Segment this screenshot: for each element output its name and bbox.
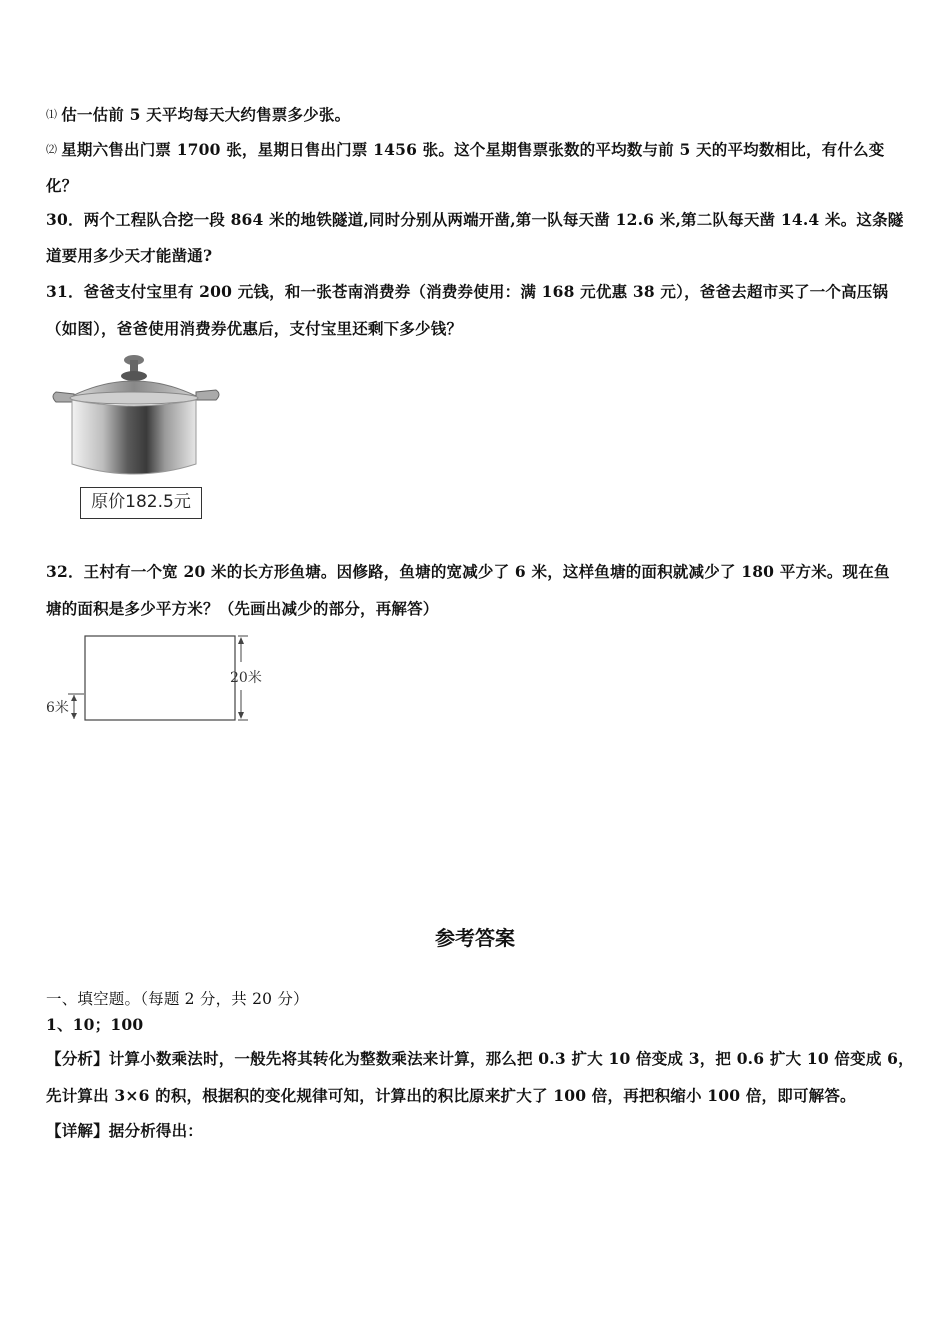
- q32-line2: 塘的面积是多少平方米？（先画出减少的部分，再解答）: [46, 599, 439, 618]
- pond-rectangle: [85, 636, 235, 720]
- q29-part2: [46, 138, 906, 160]
- q30-line1: 30．两个工程队合挖一段 864 米的地铁隧道,同时分别从两端开凿,第一队每天凿 12.6 米,第二队每天凿 14.4 米。这条隧: [46, 210, 904, 229]
- q29-part2-text: 星期六售出门票 1700 张，星期日售出门票 1456 张。这个星期售票张数的平均数与前 5 天的平均数相比，有什么变: [61, 140, 885, 159]
- dim-6-arrow-down: [71, 713, 77, 719]
- detail-line: 【详解】据分析得出：: [46, 1121, 204, 1140]
- analysis-line1: 【分析】计算小数乘法时，一般先将其转化为整数乘法来计算，那么把 0.3 扩大 10 倍变成 3，把 0.6 扩大 10 倍变成 6，: [46, 1049, 914, 1068]
- q31-line2: （如图），爸爸使用消费券优惠后，支付宝里还剩下多少钱？: [46, 319, 463, 338]
- q29-part1: [46, 103, 906, 125]
- q29-part2-cont: 化？: [46, 176, 78, 195]
- section-heading: 一、填空题。（每题 2 分，共 20 分）: [46, 990, 309, 1008]
- q30-line2: 道要用多少天才能凿通?: [46, 246, 213, 265]
- dim-6-arrow-up: [71, 695, 77, 701]
- q29-part1-mark: ⑴: [46, 108, 58, 121]
- q29-part1-text: 估一估前 5 天平均每天大约售票多少张。: [61, 105, 351, 124]
- q29-part2-mark: ⑵: [46, 143, 58, 156]
- label-20m: 20米: [230, 670, 262, 686]
- q31-line1: 31．爸爸支付宝里有 200 元钱，和一张苍南消费券（消费券使用：满 168 元优惠 38 元），爸爸去超市买了一个高压锅: [46, 282, 889, 301]
- q32-line1: 32．王村有一个宽 20 米的长方形鱼塘。因修路，鱼塘的宽减少了 6 米，这样鱼塘的面积就减少了 180 平方米。现在鱼: [46, 562, 890, 581]
- price-tag: 原价182.5元: [80, 487, 202, 519]
- dim-20-arrow-up: [238, 637, 244, 644]
- answer-1: 1、10；100: [46, 1015, 144, 1034]
- pond-diagram: [44, 632, 284, 732]
- analysis-line2: 先计算出 3×6 的积，根据积的变化规律可知，计算出的积比原来扩大了 100 倍，再把积缩小 100 倍，即可解答。: [46, 1086, 856, 1105]
- dim-20-arrow-down: [238, 712, 244, 719]
- pressure-cooker-icon: [46, 352, 226, 487]
- label-6m: 6米: [46, 700, 69, 716]
- answers-title: 参考答案: [435, 926, 515, 950]
